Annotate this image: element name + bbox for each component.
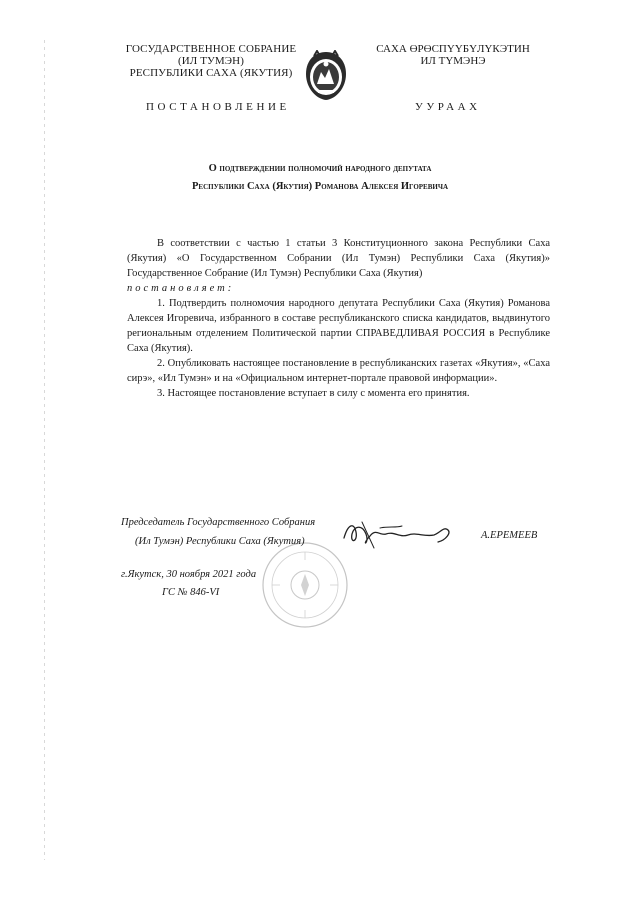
header-left-line-3: РЕСПУБЛИКИ САХА (ЯКУТИЯ) [129,67,293,79]
seal-stamp-icon [260,540,350,630]
preamble-paragraph: В соответствии с частью 1 статьи 3 Конституционного закона Республики Саха (Якутия) «О Государственном Собрании (Ил Тумэн) Республики Саха (Якутия)» Государственное Собрание (Ил Тумэн) Республики Саха (Якутия) [127,238,550,279]
resolution-item-3: 3. Настоящее постановление вступает в силу с момента его принятия. [157,388,470,399]
decides-word: постановляет: [127,283,235,294]
title-line-1: О подтверждении полномочий народного депутата [208,163,432,174]
handwritten-signature [340,514,455,552]
signatory-position-line-1: Председатель Государственного Собрания [121,517,316,528]
coat-of-arms-icon [303,50,349,102]
title-line-2: Республики Саха (Якутия) Романова Алексея Игоревича [191,181,449,192]
signatory-position [121,513,315,551]
header-russian-name [116,43,306,79]
doc-kind-yakut: УУРААХ [415,101,481,113]
resolution-item-2: 2. Опубликовать настоящее постановление в республиканских газетах «Якутия», «Саха сирэ», «Ил Тумэн» и на «Официальном интернет-портале правовой информации». [127,358,550,384]
scan-edge-line [44,40,45,860]
place-and-date: г.Якутск, 30 ноября 2021 года [121,569,257,580]
signatory-position-line-2: (Ил Тумэн) Республики Саха (Якутия) [135,536,305,547]
header-right-line-2: ИЛ ТҮМЭНЭ [420,55,486,67]
signatory-name: А.ЕРЕМЕЕВ [481,530,538,541]
doc-kind-russian: ПОСТАНОВЛЕНИЕ [146,101,290,113]
header-yakut-name [368,43,538,67]
header-left-line-2: (ИЛ ТУМЭН) [178,55,244,67]
header-right-line-1: САХА ӨРӨСПҮҮБҮЛҮКЭТИН [376,43,530,55]
document-body [127,236,550,401]
header-left-line-1: ГОСУДАРСТВЕННОЕ СОБРАНИЕ [125,43,297,55]
document-number: ГС № 846-VI [162,587,220,598]
resolution-item-1: 1. Подтвердить полномочия народного депутата Республики Саха (Якутия) Романова Алексея Игоревича, избранного в составе республиканского списка кандидатов, выдвинутого региональным отделением Политической партии СПРАВЕДЛИВАЯ РОССИЯ в Республике Саха (Якутия). [127,298,550,354]
document-title [140,160,500,196]
